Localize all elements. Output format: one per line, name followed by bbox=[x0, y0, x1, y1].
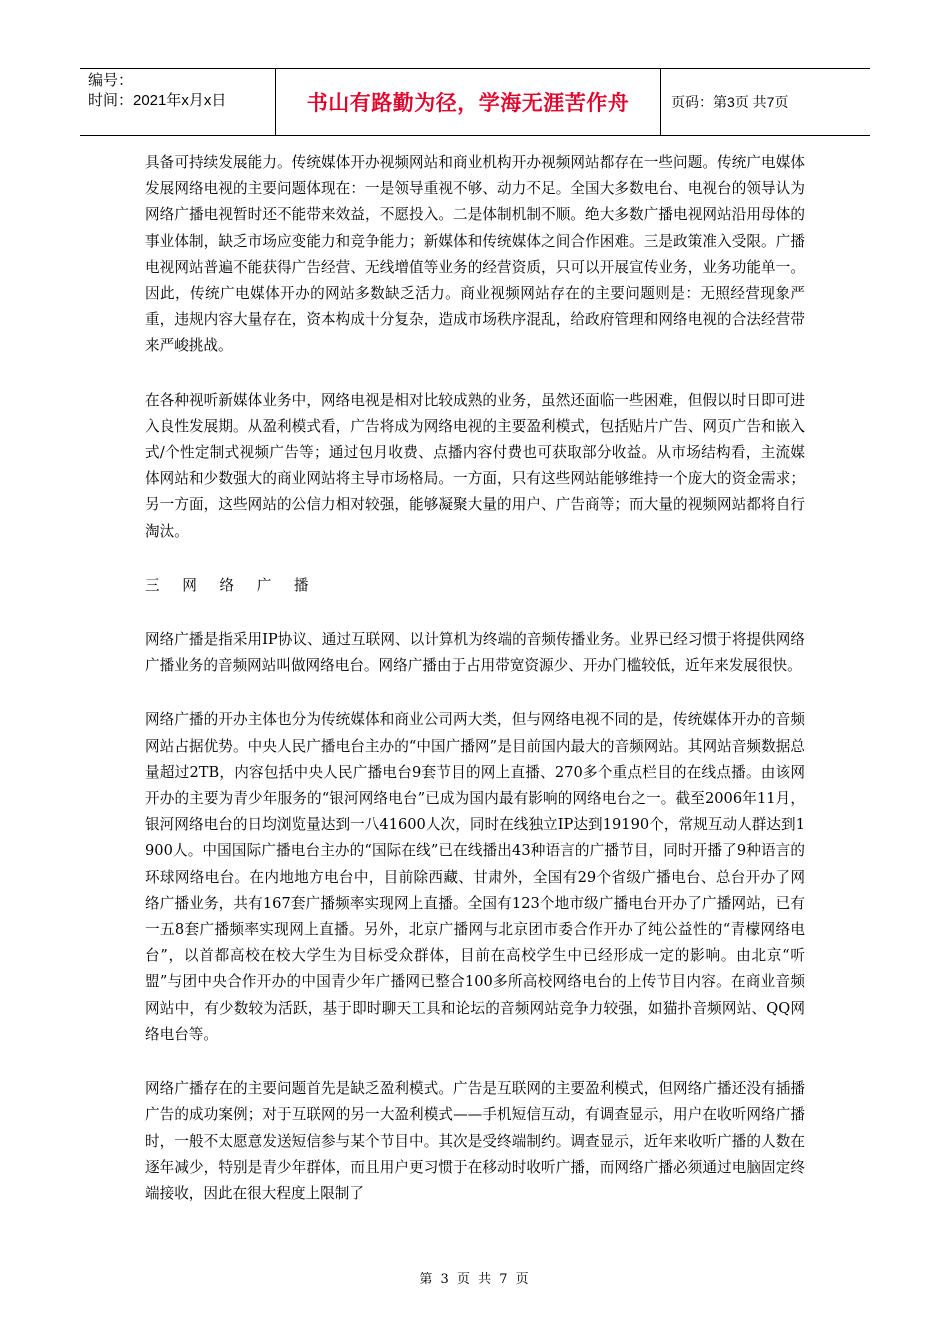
paragraph-1: 具备可持续发展能力。传统媒体开办视频网站和商业机构开办视频网站都存在一些问题。传统广电媒体发展网络电视的主要问题体现在：一是领导重视不够、动力不足。全国大多数电台、电视台的领导认为网络广播电视暂时还不能带来效益，不愿投入。二是体制机制不顺。绝大多数广播电视网站沿用母体的事业体制，缺乏市场应变能力和竞争能力；新媒体和传统媒体之间合作困难。三是政策准入受限。广播电视网站普遍不能获得广告经营、无线增值等业务的经营资质，只可以开展宣传业务，业务功能单一。因此，传统广电媒体开办的网站多数缺乏活力。商业视频网站存在的主要问题则是：无照经营现象严重，违规内容大量存在，资本构成十分复杂，造成市场秩序混乱，给政府管理和网络电视的合法经营带来严峻挑战。 bbox=[145, 154, 805, 355]
page-header bbox=[80, 68, 870, 136]
header-motto: 书山有路勤为径，学海无涯苦作舟 bbox=[276, 69, 661, 135]
document-number-label: 编号： bbox=[88, 72, 134, 89]
paragraph-2: 在各种视听新媒体业务中，网络电视是相对比较成熟的业务，虽然还面临一些困难，但假以时日即可进入良性发展期。从盈利模式看，广告将成为网络电视的主要盈利模式，包括贴片广告、网页广告和嵌入式/个性定制式视频广告等；通过包月收费、点播内容付费也可获取部分收益。从市场结构看，主流媒体网站和少数强大的商业网站将主导市场格局。一方面，只有这些网站能够维持一个庞大的资金需求；另一方面，这些网站的公信力相对较强，能够凝聚大量的用户、广告商等；而大量的视频网站都将自行淘汰。 bbox=[145, 391, 805, 540]
page-footer: 第 3 页 共 7 页 bbox=[419, 1272, 531, 1287]
paragraph-4: 网络广播的开办主体也分为传统媒体和商业公司两大类，但与网络电视不同的是，传统媒体开办的音频网站占据优势。中央人民广播电台主办的“中国广播网”是目前国内最大的音频网站。其网站音频数据总量超过2TB，内容包括中央人民广播电台9套节目的网上直播、270多个重点栏目的在线点播。由该网开办的主要为青少年服务的“银河网络电台”已成为国内最有影响的网络电台之一。截至2006年11月，银河网络电台的日均浏览量达到一八41600人次，同时在线独立IP达到19190个，常规互动人群达到1900人。中国国际广播电台主办的“国际在线”已在线播出43种语言的广播节目，同时开播了9种语言的环球网络电台。在内地地方电台中，目前除西藏、甘肃外，全国有29个省级广播电台、总台开办了网络广播业务，共有167套广播频率实现网上直播。全国有123个地市级广播电台开办了广播网站，已有一五8套广播频率实现网上直播。另外，北京广播网与北京团市委合作开办了纯公益性的“青檬网络电台”，以首都高校在校大学生为目标受众群体，目前在高校学生中已经形成一定的影响。由北京“听盟”与团中央合作开办的中国青少年广播网已整合100多所高校网络电台的上传节目内容。在商业音频网站中，有少数较为活跃，基于即时聊天工具和论坛的音频网站竞争力较强，如猫扑音频网站、QQ网络电台等。 bbox=[145, 711, 805, 1043]
paragraph-5: 网络广播存在的主要问题首先是缺乏盈利模式。广告是互联网的主要盈利模式，但网络广播还没有插播广告的成功案例；对于互联网的另一大盈利模式——手机短信互动，有调查显示，用户在收听网络广播时，一般不太愿意发送短信参与某个节目中。其次是受终端制约。调查显示，近年来收听广播的人数在逐年减少，特别是青少年群体，而且用户更习惯于在移动时收听广播，而网络广播必须通过电脑固定终端接收，因此在很大程度上限制了 bbox=[145, 1080, 805, 1202]
header-meta bbox=[80, 69, 276, 135]
header-page-info: 页码：第3页 共7页 bbox=[671, 94, 789, 110]
document-date: 时间：2021年x月x日 bbox=[88, 92, 227, 109]
paragraph-3: 网络广播是指采用IP协议、通过互联网、以计算机为终端的音频传播业务。业界已经习惯于将提供网络广播业务的音频网站叫做网络电台。网络广播由于占用带宽资源少、开办门槛较低，近年来发展很快。 bbox=[145, 631, 805, 675]
document-body bbox=[145, 150, 805, 1235]
section-heading: 三 网 络 广 播 bbox=[145, 576, 318, 594]
